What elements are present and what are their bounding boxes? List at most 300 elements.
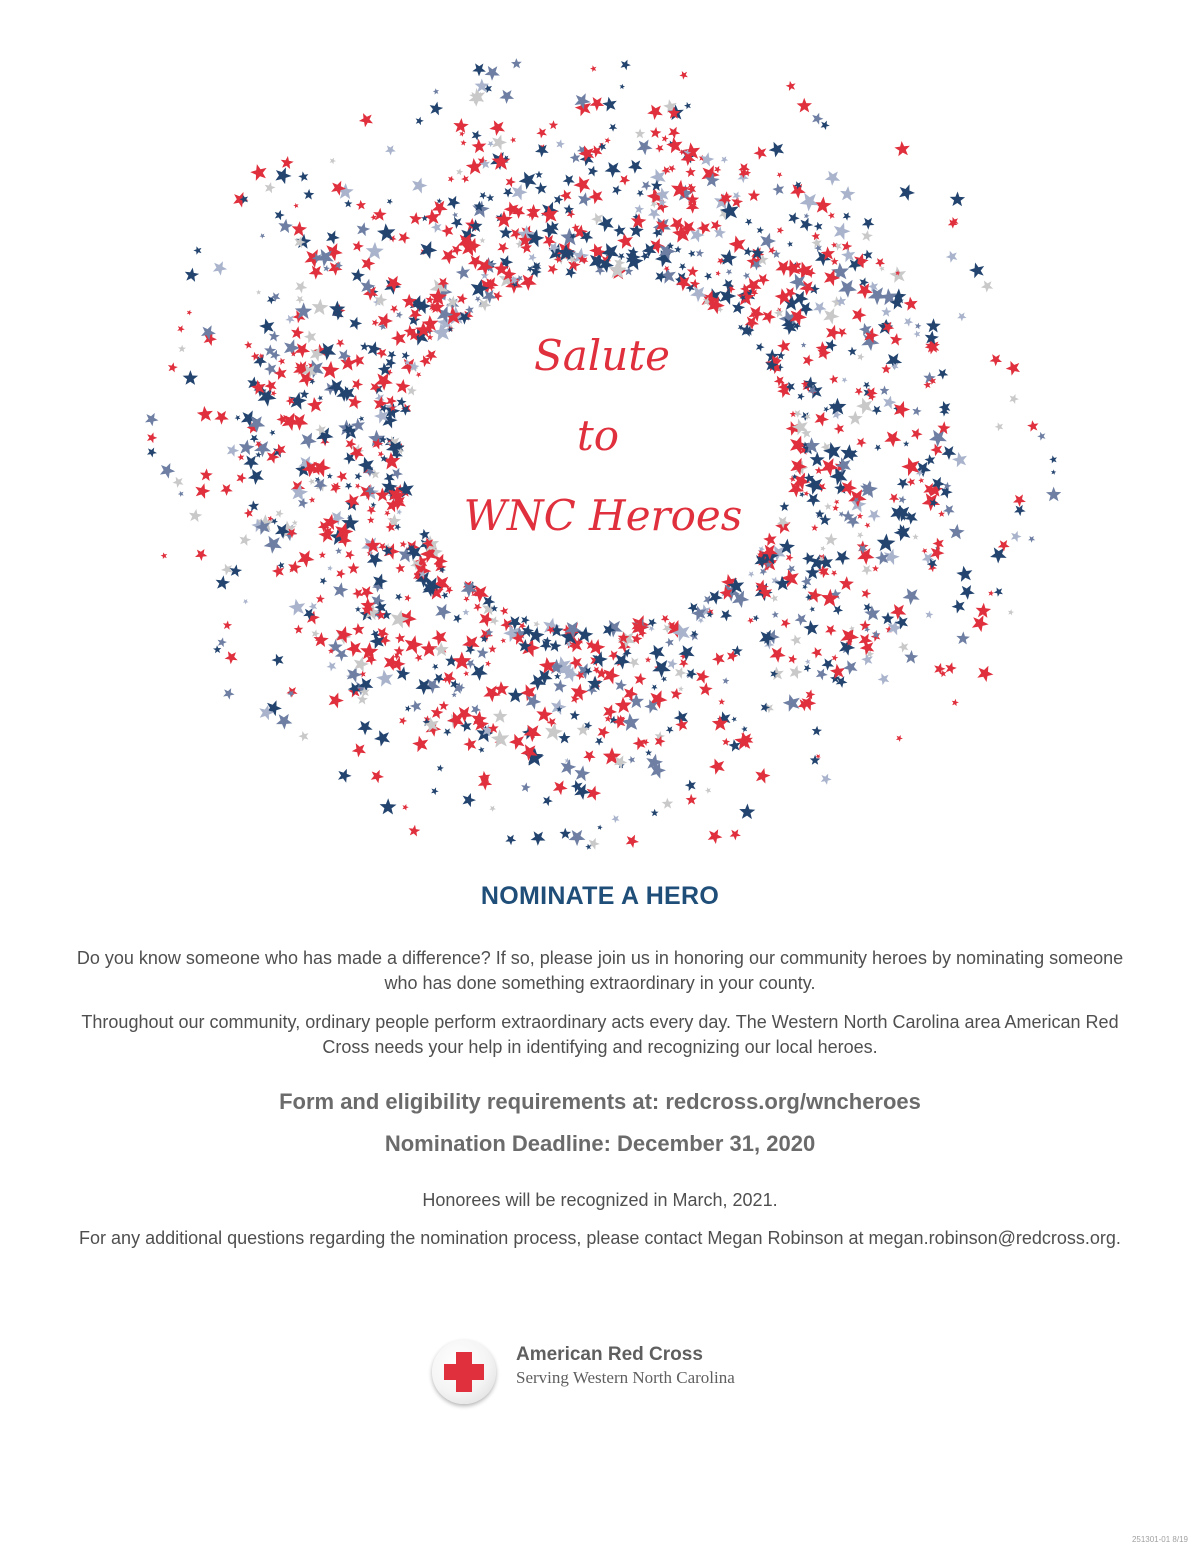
confetti-star — [461, 175, 469, 183]
confetti-star — [868, 510, 881, 523]
confetti-star — [675, 667, 687, 679]
confetti-star — [553, 679, 567, 693]
confetti-star — [686, 794, 697, 805]
confetti-star — [328, 261, 343, 275]
confetti-star — [276, 714, 292, 730]
confetti-star — [972, 615, 989, 632]
confetti-star — [471, 664, 488, 681]
confetti-star — [439, 701, 449, 711]
confetti-star — [512, 184, 528, 201]
confetti-star — [699, 682, 713, 696]
confetti-star — [1006, 361, 1020, 376]
confetti-star — [352, 743, 366, 757]
confetti-star — [475, 296, 481, 302]
confetti-star — [813, 302, 826, 315]
confetti-star — [648, 618, 657, 627]
confetti-star — [840, 186, 855, 201]
confetti-star — [419, 529, 430, 540]
confetti-star — [894, 141, 910, 156]
confetti-star — [814, 222, 823, 231]
confetti-star — [904, 317, 913, 327]
confetti-star — [463, 793, 477, 807]
confetti-star — [716, 270, 722, 276]
confetti-star — [376, 670, 393, 687]
confetti-star — [493, 709, 508, 723]
confetti-star — [942, 446, 957, 460]
confetti-star — [554, 673, 561, 680]
confetti-star — [685, 167, 696, 177]
confetti-star — [336, 339, 345, 347]
confetti-star — [977, 666, 993, 682]
confetti-star — [718, 698, 725, 705]
confetti-star — [957, 313, 966, 322]
confetti-star — [904, 297, 918, 311]
confetti-star — [489, 806, 496, 812]
confetti-star — [409, 212, 422, 225]
confetti-star — [437, 765, 444, 772]
confetti-star — [843, 660, 858, 675]
confetti-star — [173, 477, 184, 488]
confetti-star — [621, 60, 631, 71]
confetti-star — [511, 58, 522, 68]
confetti-star — [499, 226, 512, 239]
confetti-star — [239, 440, 255, 456]
document-code: 251301-01 8/19 — [1131, 1535, 1188, 1544]
confetti-star — [848, 347, 857, 356]
confetti-star — [317, 395, 323, 401]
confetti-star — [797, 393, 805, 401]
confetti-star — [195, 483, 210, 499]
confetti-star — [509, 734, 525, 750]
confetti-star — [880, 386, 890, 396]
confetti-star — [775, 260, 792, 276]
confetti-star — [521, 782, 531, 792]
confetti-star — [264, 362, 277, 375]
confetti-star — [384, 510, 390, 516]
confetti-star — [344, 200, 352, 208]
confetti-star — [709, 759, 725, 775]
confetti-star — [410, 700, 422, 712]
confetti-star — [300, 389, 310, 398]
confetti-star — [609, 124, 618, 132]
confetti-star — [243, 456, 258, 471]
confetti-star — [356, 200, 366, 210]
confetti-star — [685, 780, 696, 792]
confetti-star — [385, 145, 396, 155]
confetti-star — [803, 620, 819, 635]
confetti-star — [320, 577, 327, 585]
confetti-star — [352, 588, 363, 599]
nominate-heading: NOMINATE A HERO — [480, 882, 720, 910]
confetti-star — [602, 97, 617, 112]
confetti-star — [828, 212, 835, 219]
confetti-star — [248, 469, 264, 485]
confetti-star — [652, 660, 671, 678]
confetti-star — [834, 223, 851, 241]
confetti-star — [897, 478, 909, 490]
confetti-star — [722, 677, 729, 684]
confetti-star — [811, 238, 821, 248]
confetti-star — [899, 184, 915, 201]
confetti-star — [508, 688, 524, 703]
confetti-star — [407, 386, 417, 396]
confetti-star — [883, 396, 896, 410]
confetti-star — [534, 621, 541, 628]
logo-organization-name: American Red Cross — [516, 1344, 703, 1365]
confetti-star — [480, 628, 494, 642]
confetti-star — [668, 127, 680, 139]
confetti-star — [395, 563, 405, 573]
confetti-star — [477, 647, 489, 659]
confetti-star — [636, 190, 644, 197]
confetti-star — [405, 594, 412, 601]
red-cross-logo — [430, 1340, 790, 1414]
confetti-star — [861, 565, 872, 576]
confetti-star — [824, 503, 832, 510]
confetti-star — [705, 787, 711, 793]
confetti-star — [250, 164, 266, 181]
confetti-star — [943, 505, 955, 516]
confetti-star — [447, 196, 461, 210]
confetti-star — [350, 317, 363, 330]
confetti-star — [1046, 487, 1061, 502]
confetti-star — [812, 113, 823, 125]
confetti-star — [620, 84, 626, 90]
confetti-star — [416, 117, 424, 126]
confetti-star — [816, 668, 828, 680]
confetti-star — [872, 565, 879, 572]
confetti-star — [391, 330, 406, 346]
confetti-star — [839, 639, 855, 656]
confetti-star — [804, 213, 810, 219]
confetti-star — [452, 652, 471, 670]
confetti-star — [679, 71, 688, 80]
confetti-star — [856, 398, 872, 415]
confetti-star — [235, 415, 241, 421]
confetti-star — [185, 268, 199, 282]
confetti-star — [456, 168, 463, 175]
confetti-star — [387, 199, 393, 205]
confetti-star — [528, 253, 536, 262]
nomination-deadline: Nomination Deadline: December 31, 2020 — [384, 1131, 816, 1156]
confetti-star — [441, 592, 448, 600]
community-paragraph: Throughout our community, ordinary people perform extraordinary acts every day. The Western North Carolina area American Red Cross needs your help in identifying and recognizing our local heroes. — [81, 1012, 1119, 1057]
confetti-star — [618, 253, 626, 260]
confetti-star — [684, 102, 691, 109]
confetti-star — [485, 66, 500, 81]
confetti-star — [911, 428, 923, 440]
confetti-star — [355, 606, 361, 612]
confetti-star — [665, 638, 674, 647]
confetti-star — [769, 142, 784, 158]
confetti-star — [821, 774, 832, 785]
confetti-star — [839, 511, 845, 517]
confetti-star — [762, 310, 776, 324]
confetti-star — [177, 325, 185, 333]
confetti-star — [563, 175, 575, 187]
confetti-star — [772, 611, 779, 618]
confetti-star — [857, 513, 864, 519]
confetti-star — [863, 250, 873, 260]
confetti-star — [810, 452, 825, 467]
confetti-star — [898, 642, 909, 653]
confetti-star — [631, 213, 647, 228]
confetti-star — [748, 189, 760, 201]
confetti-star — [726, 269, 733, 276]
confetti-star — [981, 281, 993, 293]
confetti-star — [904, 650, 918, 664]
confetti-star — [244, 341, 252, 349]
confetti-star — [457, 293, 468, 304]
logo-tagline: Serving Western North Carolina — [516, 1368, 735, 1387]
confetti-star — [285, 315, 294, 324]
confetti-star — [945, 662, 957, 674]
confetti-star — [722, 738, 730, 746]
confetti-star — [988, 590, 994, 596]
confetti-star — [770, 594, 778, 602]
confetti-star — [739, 804, 755, 820]
confetti-star — [500, 638, 506, 644]
confetti-star — [398, 232, 410, 244]
confetti-star — [250, 435, 259, 444]
confetti-star — [309, 602, 318, 611]
confetti-star — [803, 355, 814, 367]
confetti-star — [790, 665, 803, 679]
confetti-star — [800, 193, 819, 212]
confetti-star — [472, 130, 482, 141]
confetti-star — [338, 769, 352, 783]
confetti-star — [915, 323, 922, 330]
confetti-star — [831, 570, 838, 576]
confetti-star — [528, 627, 544, 643]
confetti-star — [292, 221, 308, 236]
confetti-star — [397, 509, 403, 515]
confetti-star — [553, 780, 568, 795]
confetti-star — [312, 299, 329, 316]
confetti-star — [852, 307, 867, 322]
confetti-star — [831, 242, 837, 248]
confetti-star — [696, 249, 705, 257]
confetti-star — [937, 421, 950, 434]
confetti-star — [795, 613, 808, 625]
confetti-star — [451, 692, 457, 698]
confetti-star — [649, 626, 655, 632]
confetti-star — [823, 406, 829, 412]
confetti-star — [1008, 609, 1014, 615]
confetti-star — [405, 635, 424, 654]
confetti-star — [626, 835, 639, 848]
confetti-star — [842, 241, 853, 252]
confetti-star — [619, 175, 630, 186]
confetti-star — [949, 524, 965, 540]
confetti-star — [298, 731, 308, 742]
confetti-star — [237, 454, 244, 461]
confetti-star — [800, 218, 813, 232]
confetti-star — [732, 590, 749, 608]
confetti-star — [651, 685, 657, 691]
confetti-star — [628, 657, 639, 668]
confetti-star — [647, 105, 663, 120]
confetti-star — [351, 269, 365, 283]
confetti-star — [839, 576, 854, 590]
confetti-star — [415, 654, 423, 662]
confetti-star — [862, 218, 875, 230]
confetti-star — [333, 582, 348, 597]
confetti-star — [548, 264, 559, 275]
confetti-star — [946, 251, 958, 263]
confetti-star — [348, 395, 362, 409]
confetti-star — [272, 654, 284, 667]
confetti-star — [214, 411, 229, 425]
confetti-star — [390, 305, 399, 313]
confetti-star — [453, 118, 469, 133]
confetti-star — [189, 509, 202, 522]
confetti-star — [492, 135, 507, 151]
confetti-star — [336, 471, 347, 482]
confetti-star — [1014, 505, 1026, 516]
confetti-star — [478, 747, 484, 754]
confetti-star — [779, 502, 789, 512]
confetti-star — [760, 233, 776, 250]
confetti-star — [950, 192, 965, 207]
confetti-star — [635, 128, 645, 138]
confetti-star — [291, 484, 308, 501]
confetti-star — [329, 693, 344, 709]
confetti-star — [558, 732, 570, 744]
confetti-star — [918, 478, 924, 484]
confetti-star — [770, 647, 786, 663]
confetti-star — [938, 510, 945, 517]
confetti-star — [271, 390, 277, 396]
confetti-star — [899, 496, 907, 504]
confetti-star — [645, 749, 652, 756]
confetti-star — [990, 354, 1003, 366]
confetti-star — [777, 351, 786, 359]
confetti-star — [969, 263, 984, 279]
confetti-star — [881, 364, 891, 374]
confetti-star — [912, 534, 918, 540]
confetti-star — [433, 88, 439, 94]
confetti-star — [400, 541, 407, 548]
confetti-star — [805, 659, 811, 665]
confetti-star — [319, 551, 326, 558]
confetti-star — [783, 694, 800, 712]
confetti-star — [667, 658, 677, 669]
confetti-star — [651, 809, 659, 817]
confetti-star — [505, 835, 516, 846]
confetti-star — [431, 222, 442, 233]
confetti-star — [497, 242, 509, 254]
confetti-star — [452, 212, 458, 218]
intro-paragraph: Do you know someone who has made a difference? If so, please join us in honoring our community heroes by nominating someone who has done something extraordinary in your county. — [76, 948, 1124, 993]
confetti-star — [523, 725, 541, 742]
confetti-star — [745, 218, 753, 225]
confetti-star — [218, 637, 227, 647]
confetti-star — [506, 177, 516, 188]
confetti-star — [556, 139, 565, 148]
confetti-star — [309, 266, 324, 280]
confetti-star — [264, 380, 276, 393]
confetti-star — [809, 606, 815, 612]
confetti-star — [995, 422, 1004, 431]
confetti-star — [330, 158, 337, 165]
confetti-star — [597, 726, 609, 739]
confetti-star — [316, 594, 325, 603]
confetti-star — [274, 366, 287, 380]
confetti-star — [485, 661, 491, 667]
confetti-star — [357, 222, 371, 236]
confetti-star — [220, 484, 233, 496]
confetti-star — [536, 128, 547, 139]
confetti-star — [605, 162, 621, 178]
confetti-star — [912, 406, 921, 416]
confetti-star — [463, 671, 469, 677]
confetti-star — [815, 412, 830, 427]
confetti-star — [834, 242, 842, 250]
confetti-star — [264, 536, 282, 554]
confetti-star — [360, 342, 369, 351]
confetti-star — [491, 729, 510, 747]
confetti-star — [353, 240, 364, 252]
confetti-star — [621, 713, 639, 731]
confetti-star — [926, 318, 941, 332]
confetti-star — [679, 659, 689, 668]
confetti-star — [834, 423, 845, 434]
confetti-star — [834, 499, 840, 505]
red-cross-icon — [432, 1340, 496, 1404]
confetti-star — [147, 432, 157, 443]
confetti-star — [777, 227, 784, 234]
confetti-star — [371, 770, 384, 783]
confetti-star — [281, 156, 294, 169]
form-requirements-line: Form and eligibility requirements at: redcross.org/wncheroes — [279, 1089, 921, 1114]
confetti-star — [696, 670, 709, 684]
confetti-star — [225, 651, 238, 664]
confetti-star — [223, 621, 232, 630]
confetti-star — [391, 610, 409, 629]
confetti-star — [216, 575, 231, 589]
confetti-star — [479, 237, 485, 243]
confetti-star — [352, 623, 365, 635]
confetti-star — [712, 653, 725, 666]
confetti-star — [395, 633, 405, 644]
confetti-star — [236, 473, 246, 484]
confetti-star — [551, 699, 567, 715]
confetti-star — [901, 457, 919, 476]
confetti-star — [396, 379, 411, 394]
confetti-star — [293, 203, 298, 209]
confetti-star — [361, 256, 375, 271]
confetti-star — [456, 265, 470, 279]
confetti-star — [603, 667, 620, 685]
confetti-star — [463, 596, 469, 602]
confetti-star — [543, 796, 553, 807]
confetti-star — [275, 167, 291, 184]
confetti-star — [294, 343, 310, 358]
confetti-star — [298, 171, 308, 181]
confetti-star — [790, 635, 801, 646]
confetti-star — [1027, 420, 1038, 431]
confetti-star — [488, 645, 496, 653]
confetti-star — [193, 246, 201, 255]
confetti-star — [367, 516, 375, 523]
confetti-star — [743, 247, 752, 257]
confetti-star — [239, 534, 251, 546]
confetti-star — [804, 664, 812, 672]
confetti-star — [617, 233, 633, 249]
headline-line-3: WNC Heroes — [463, 491, 743, 540]
confetti-star — [355, 483, 361, 489]
